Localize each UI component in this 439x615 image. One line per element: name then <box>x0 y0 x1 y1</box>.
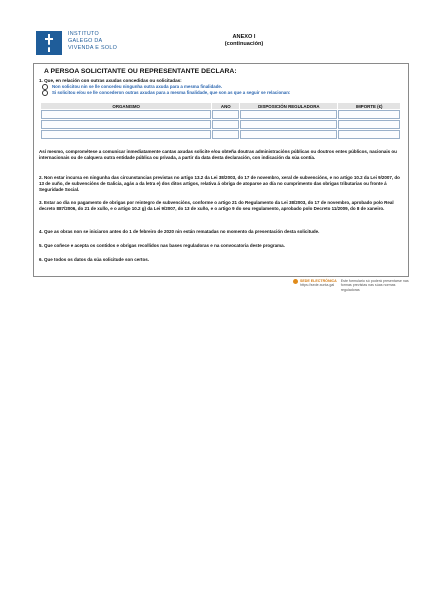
sede-block <box>300 279 337 292</box>
table-row <box>41 130 400 139</box>
sede-label: SEDE ELECTRÓNICA <box>300 279 337 283</box>
logo-line: GALEGO DA <box>68 38 103 44</box>
option-other-aid-label: Si solicitou e/ou se lle concederon outras axudas para a mesma finalidade, que son as que a seguir se relacionan: <box>52 90 291 95</box>
logo-line: INSTITUTO <box>68 31 100 37</box>
importe-field[interactable] <box>338 110 400 119</box>
disposicion-field[interactable] <box>240 130 337 139</box>
declaration-item-5: 5. Que coñece e acepta os contidos e obrigas recollidos nas bases reguladoras e na convocatoria deste programa. <box>39 243 285 248</box>
col-importe: IMPORTE (€) <box>338 103 400 109</box>
logo-text <box>68 31 117 52</box>
ano-field[interactable] <box>212 110 239 119</box>
importe-field[interactable] <box>338 120 400 129</box>
sede-footer <box>293 279 413 292</box>
declaration-box <box>33 63 409 277</box>
organismo-field[interactable] <box>41 110 211 119</box>
declaration-item-3: 3. Estar ao día no pagamento de obrigas por reintegro de subvencións, conforme o artigo 21 do Regulamento da Lei 38/2003, do 17 de novembro, aprobado polo Real decreto 887/2006, do 21 de xullo, e o artigo 10.2 g) da Lei 9/2007, do 13 de xuño, e o artigo 9 do seu regulamento, aprobado polo Decreto 11/2009, do 8 de xaneiro. <box>39 200 394 211</box>
question-1: 1. Que, en relación con outras axudas concedidas ou solicitadas: <box>39 78 182 83</box>
annex-heading <box>200 34 288 48</box>
disposicion-field[interactable] <box>240 110 337 119</box>
declaration-item-6: 6. Que todos os datos da súa solicitude son certos. <box>39 257 150 262</box>
footer-note: Este formulario só poderá presentarse nas formas previstas nas súas normas reguladoras <box>340 279 409 292</box>
table-row <box>41 120 400 129</box>
col-disposicion: DISPOSICIÓN REGULADORA <box>240 103 337 109</box>
institution-logo <box>36 31 117 55</box>
commitment-text: Así mesmo, comprométese a comunicar inmediatamente cantas axudas solicite e/ou obteña doutras administracións públicas ou doutros entes públicos, nacionais ou internacionais ou de calquera outra entidade pública ou privada, a partir da data desta declaración, con indicación da súa contía. <box>39 149 397 160</box>
ano-field[interactable] <box>212 120 239 129</box>
declaration-item-4: 4. Que as obras non se iniciaron antes do 1 de febreiro de 2020 nin están rematadas no momento da presentación desta solicitude. <box>39 229 320 234</box>
option-other-aid[interactable] <box>42 90 290 96</box>
other-aid-table <box>40 102 401 140</box>
organismo-field[interactable] <box>41 130 211 139</box>
xunta-emblem-icon <box>36 31 62 55</box>
table-header-row <box>41 103 400 109</box>
table-row <box>41 110 400 119</box>
annex-subtitle: (continuación) <box>224 41 264 47</box>
declaration-item-2: 2. Non estar incursa en ningunha das circunstancias previstas no artigo 13.2 da Lei 38/2003, do 17 de novembro, xeral de subvencións, e no artigo 10.2 da Lei 9/2007, do 13 de xuño, de subvencións de Galicia, agás a da letra e) dos ditos artigos, relativa á obriga de atoparse ao día no cumprimento das obrigas tributarias ou fronte á Seguridade Social. <box>39 175 400 192</box>
declaration-title: A PERSOA SOLICITANTE OU REPRESENTANTE DECLARA: <box>44 68 237 75</box>
sede-seal-icon <box>293 279 298 284</box>
disposicion-field[interactable] <box>240 120 337 129</box>
logo-line: VIVENDA E SOLO <box>68 45 118 51</box>
col-organismo: ORGANISMO <box>41 103 211 109</box>
sede-link[interactable]: https://sede.xunta.gal <box>300 283 335 288</box>
ano-field[interactable] <box>212 130 239 139</box>
organismo-field[interactable] <box>41 120 211 129</box>
annex-title: ANEXO I <box>232 34 256 40</box>
col-ano: ANO <box>212 103 239 109</box>
radio-other-aid[interactable] <box>42 90 48 96</box>
importe-field[interactable] <box>338 130 400 139</box>
option-no-other-aid-label: Non solicitou nin se lle concedeu ningunha outra axuda para a mesma finalidade. <box>52 84 223 89</box>
